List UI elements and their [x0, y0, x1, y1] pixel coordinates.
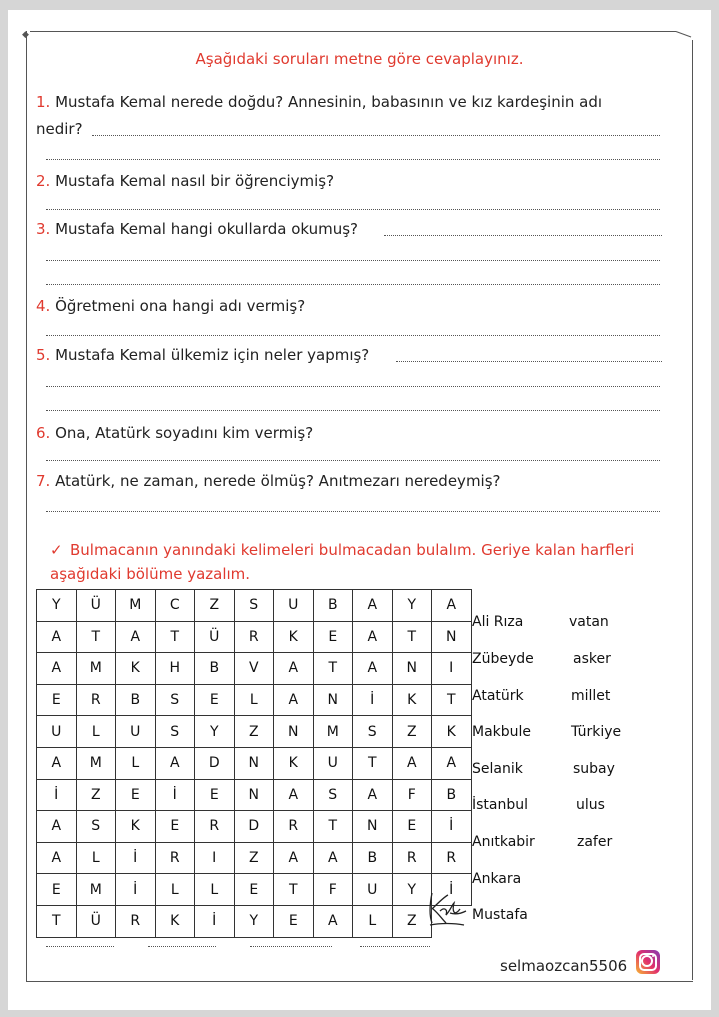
grid-cell[interactable]: N: [234, 747, 274, 779]
question-number: 6.: [36, 424, 51, 442]
grid-cell[interactable]: U: [353, 874, 393, 906]
grid-cell[interactable]: Ü: [76, 590, 116, 622]
grid-cell[interactable]: M: [76, 653, 116, 685]
letters-answer-line[interactable]: [360, 946, 430, 947]
letters-answer-line[interactable]: [46, 946, 114, 947]
question-2: [36, 172, 334, 190]
question-5: [36, 346, 369, 364]
answer-line[interactable]: [46, 386, 660, 387]
author-handle: selmaozcan5506: [500, 957, 628, 975]
question-text: Ona, Atatürk soyadını kim vermiş?: [55, 424, 314, 442]
grid-cell[interactable]: S: [313, 779, 353, 811]
grid-cell[interactable]: R: [392, 842, 432, 874]
grid-cell[interactable]: L: [353, 905, 393, 937]
grid-cell[interactable]: K: [432, 716, 472, 748]
grid-row: [37, 747, 472, 779]
grid-cell[interactable]: İ: [37, 779, 77, 811]
grid-cell[interactable]: D: [195, 747, 235, 779]
instagram-icon: [636, 950, 660, 974]
word-item: asker: [573, 651, 611, 667]
grid-row: [37, 811, 472, 843]
grid-row: [37, 842, 472, 874]
grid-cell[interactable]: C: [155, 590, 195, 622]
grid-cell[interactable]: İ: [116, 874, 156, 906]
question-number: 7.: [36, 472, 51, 490]
grid-cell[interactable]: A: [37, 653, 77, 685]
grid-cell[interactable]: I: [432, 653, 472, 685]
word-item: millet: [571, 688, 611, 704]
grid-cell[interactable]: A: [432, 590, 472, 622]
grid-cell[interactable]: A: [37, 621, 77, 653]
checkmark-icon: ✓: [50, 541, 63, 559]
grid-cell[interactable]: R: [116, 905, 156, 937]
grid-cell[interactable]: L: [234, 684, 274, 716]
grid-cell[interactable]: B: [116, 684, 156, 716]
pin-icon: ◆: [22, 30, 29, 40]
question-7: [36, 472, 501, 490]
grid-cell[interactable]: U: [313, 747, 353, 779]
grid-cell[interactable]: A: [313, 842, 353, 874]
question-number: 4.: [36, 297, 51, 315]
grid-cell[interactable]: L: [76, 716, 116, 748]
letters-answer-line[interactable]: [148, 946, 216, 947]
grid-cell[interactable]: Z: [392, 905, 432, 937]
answer-line[interactable]: [46, 335, 660, 336]
word-item: ulus: [576, 797, 605, 813]
grid-cell[interactable]: A: [274, 684, 314, 716]
question-6: [36, 424, 313, 442]
grid-cell[interactable]: R: [155, 842, 195, 874]
grid-row: [37, 874, 472, 906]
grid-cell[interactable]: N: [353, 811, 393, 843]
grid-row: [37, 779, 472, 811]
grid-cell[interactable]: M: [313, 716, 353, 748]
word-item: Ankara: [472, 871, 522, 887]
grid-cell[interactable]: E: [37, 874, 77, 906]
question-number: 1.: [36, 93, 51, 111]
grid-row: [37, 653, 472, 685]
grid-cell[interactable]: T: [353, 747, 393, 779]
page-frame-right: [692, 40, 693, 980]
answer-line[interactable]: [92, 135, 660, 136]
grid-cell[interactable]: Y: [392, 590, 432, 622]
grid-cell[interactable]: T: [392, 621, 432, 653]
grid-cell[interactable]: S: [234, 590, 274, 622]
grid-cell[interactable]: B: [313, 590, 353, 622]
puzzle-instructions: [50, 538, 670, 586]
grid-cell[interactable]: R: [234, 621, 274, 653]
grid-cell[interactable]: İ: [432, 811, 472, 843]
grid-cell[interactable]: E: [116, 779, 156, 811]
grid-cell[interactable]: İ: [155, 779, 195, 811]
grid-cell[interactable]: M: [76, 874, 116, 906]
grid-cell[interactable]: S: [155, 716, 195, 748]
answer-line[interactable]: [46, 410, 660, 411]
grid-cell[interactable]: T: [432, 684, 472, 716]
grid-cell[interactable]: Z: [234, 716, 274, 748]
grid-cell[interactable]: B: [353, 842, 393, 874]
signature-image: [426, 889, 468, 929]
grid-cell[interactable]: İ: [432, 874, 472, 906]
page-frame-top: [30, 31, 676, 32]
question-text: Mustafa Kemal nasıl bir öğrenciymiş?: [55, 172, 335, 190]
grid-cell[interactable]: N: [392, 653, 432, 685]
answer-line[interactable]: [46, 511, 660, 512]
question-text: Mustafa Kemal ülkemiz için neler yapmış?: [55, 346, 370, 364]
grid-row: [37, 590, 472, 622]
grid-cell[interactable]: Z: [195, 590, 235, 622]
grid-cell[interactable]: D: [234, 811, 274, 843]
grid-cell[interactable]: A: [353, 653, 393, 685]
question-3: [36, 220, 358, 238]
grid-cell[interactable]: A: [37, 811, 77, 843]
grid-cell[interactable]: T: [37, 905, 77, 937]
grid-cell[interactable]: T: [155, 621, 195, 653]
word-item: Selanik: [472, 761, 523, 777]
grid-cell[interactable]: U: [37, 716, 77, 748]
grid-cell[interactable]: T: [76, 621, 116, 653]
word-item: Mustafa: [472, 907, 528, 923]
grid-cell[interactable]: R: [195, 811, 235, 843]
grid-cell[interactable]: A: [37, 842, 77, 874]
grid-cell[interactable]: R: [274, 811, 314, 843]
grid-cell[interactable]: A: [432, 747, 472, 779]
grid-cell[interactable]: A: [353, 590, 393, 622]
grid-cell[interactable]: İ: [116, 842, 156, 874]
grid-cell[interactable]: Y: [37, 590, 77, 622]
grid-cell[interactable]: R: [432, 842, 472, 874]
question-text: nedir?: [36, 120, 83, 138]
grid-cell[interactable]: A: [274, 842, 314, 874]
grid-cell[interactable]: L: [76, 842, 116, 874]
grid-cell[interactable]: U: [274, 590, 314, 622]
answer-line[interactable]: [46, 209, 660, 210]
grid-cell[interactable]: M: [76, 747, 116, 779]
grid-cell[interactable]: H: [155, 653, 195, 685]
grid-cell[interactable]: F: [313, 874, 353, 906]
instruction-line-1: Bulmacanın yanındaki kelimeleri bulmacadan bulalım. Geriye kalan harfleri: [70, 541, 635, 559]
grid-cell[interactable]: E: [195, 684, 235, 716]
grid-cell[interactable]: K: [274, 621, 314, 653]
word-item: Anıtkabir: [472, 834, 535, 850]
letters-answer-line[interactable]: [250, 946, 332, 947]
grid-cell[interactable]: N: [274, 716, 314, 748]
grid-cell[interactable]: K: [274, 747, 314, 779]
question-text: Mustafa Kemal nerede doğdu? Annesinin, babasının ve kız kardeşinin adı: [55, 93, 603, 111]
grid-cell[interactable]: E: [234, 874, 274, 906]
grid-cell[interactable]: T: [313, 811, 353, 843]
grid-cell[interactable]: A: [274, 779, 314, 811]
question-text: Atatürk, ne zaman, nerede ölmüş? Anıtmezarı neredeymiş?: [55, 472, 501, 490]
grid-cell[interactable]: L: [116, 747, 156, 779]
grid-cell[interactable]: V: [234, 653, 274, 685]
grid-cell[interactable]: E: [195, 779, 235, 811]
grid-row: [37, 684, 472, 716]
grid-cell[interactable]: A: [353, 621, 393, 653]
grid-cell[interactable]: E: [313, 621, 353, 653]
grid-cell[interactable]: B: [195, 653, 235, 685]
answer-line[interactable]: [396, 361, 662, 362]
answer-line[interactable]: [46, 284, 660, 285]
question-text: Mustafa Kemal hangi okullarda okumuş?: [55, 220, 359, 238]
grid-cell[interactable]: I: [195, 842, 235, 874]
grid-cell[interactable]: E: [37, 684, 77, 716]
grid-cell[interactable]: K: [392, 684, 432, 716]
grid-cell[interactable]: N: [432, 621, 472, 653]
grid-row: [37, 905, 472, 937]
instruction-line-2: aşağıdaki bölüme yazalım.: [50, 565, 251, 583]
grid-cell[interactable]: Ü: [195, 621, 235, 653]
grid-cell[interactable]: A: [155, 747, 195, 779]
grid-cell[interactable]: F: [392, 779, 432, 811]
grid-cell[interactable]: A: [392, 747, 432, 779]
question-text: Öğretmeni ona hangi adı vermiş?: [55, 297, 306, 315]
word-item: Zübeyde: [472, 651, 534, 667]
grid-cell[interactable]: Y: [392, 874, 432, 906]
grid-cell[interactable]: Z: [234, 842, 274, 874]
grid-cell[interactable]: S: [155, 684, 195, 716]
grid-cell[interactable]: A: [116, 621, 156, 653]
grid-cell[interactable]: T: [313, 653, 353, 685]
word-item: subay: [573, 761, 615, 777]
grid-cell[interactable]: E: [155, 811, 195, 843]
grid-cell[interactable]: A: [313, 905, 353, 937]
answer-line[interactable]: [46, 260, 660, 261]
word-item: Türkiye: [571, 724, 622, 740]
grid-cell[interactable]: Z: [392, 716, 432, 748]
grid-cell[interactable]: T: [274, 874, 314, 906]
grid-cell[interactable]: A: [274, 653, 314, 685]
grid-cell[interactable]: A: [353, 779, 393, 811]
grid-cell[interactable]: R: [76, 684, 116, 716]
answer-line[interactable]: [46, 460, 660, 461]
word-item: vatan: [569, 614, 609, 630]
grid-cell[interactable]: K: [155, 905, 195, 937]
grid-cell[interactable]: L: [195, 874, 235, 906]
grid-cell[interactable]: K: [116, 653, 156, 685]
grid-cell[interactable]: Y: [195, 716, 235, 748]
grid-cell[interactable]: U: [116, 716, 156, 748]
grid-cell[interactable]: İ: [353, 684, 393, 716]
word-item: Makbule: [472, 724, 532, 740]
word-item: zafer: [577, 834, 613, 850]
grid-cell[interactable]: L: [155, 874, 195, 906]
grid-cell[interactable]: Z: [76, 779, 116, 811]
grid-row: [37, 716, 472, 748]
question-number: 5.: [36, 346, 51, 364]
word-item: İstanbul: [472, 797, 529, 813]
grid-cell[interactable]: B: [432, 779, 472, 811]
grid-cell[interactable]: Ü: [76, 905, 116, 937]
question-number: 2.: [36, 172, 51, 190]
grid-cell[interactable]: E: [274, 905, 314, 937]
grid-row: [37, 621, 472, 653]
word-search-grid: [36, 589, 472, 938]
grid-cell[interactable]: S: [76, 811, 116, 843]
grid-cell[interactable]: Y: [234, 905, 274, 937]
question-number: 3.: [36, 220, 51, 238]
grid-cell[interactable]: A: [37, 747, 77, 779]
answer-line[interactable]: [384, 235, 662, 236]
word-item: Ali Rıza: [472, 614, 524, 630]
question-1: [36, 93, 602, 111]
grid-cell[interactable]: K: [116, 811, 156, 843]
worksheet-title: Aşağıdaki soruları metne göre cevaplayınız.: [195, 50, 524, 68]
grid-cell[interactable]: N: [234, 779, 274, 811]
grid-cell[interactable]: İ: [195, 905, 235, 937]
grid-cell[interactable]: M: [116, 590, 156, 622]
question-4: [36, 297, 305, 315]
question-1-continuation: [36, 120, 83, 138]
word-item: Atatürk: [472, 688, 524, 704]
grid-cell[interactable]: E: [392, 811, 432, 843]
answer-line[interactable]: [46, 159, 660, 160]
grid-cell[interactable]: N: [313, 684, 353, 716]
grid-cell[interactable]: S: [353, 716, 393, 748]
